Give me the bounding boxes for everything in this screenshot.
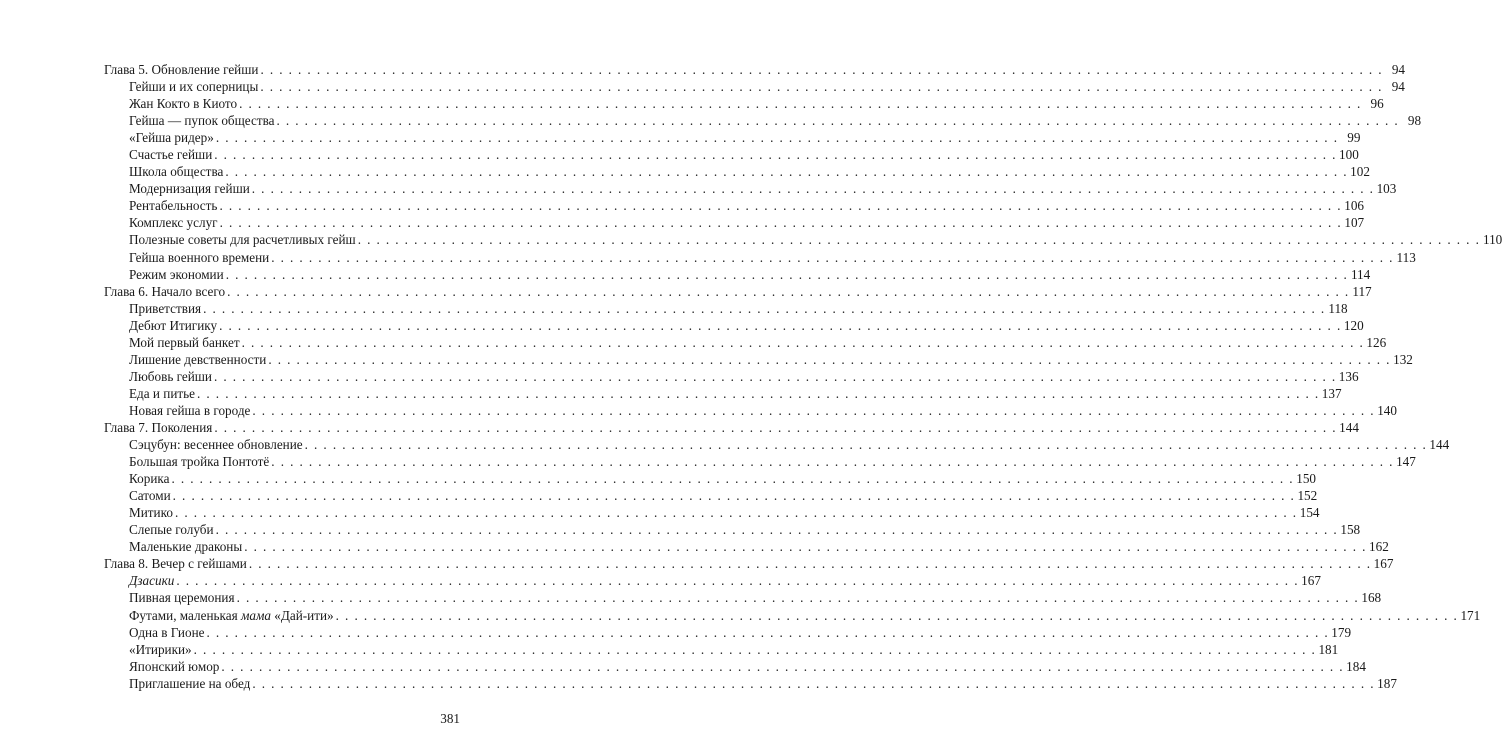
toc-subsection-entry — [104, 317, 1364, 334]
toc-subsection-entry — [104, 197, 1365, 214]
toc-entry-page: 154 — [1299, 505, 1320, 521]
dot-leader: . . . . . . . . . . . . . . . . . . . . . . . . . . . . . . . . . . . . . . . . . . . . . . . . . . . . . . . . . . . . . . . . . . . . . . . . . . . . . . . . . . . . . . . . . . . . . . . . . . . . . . . . . . . . . . . . . . . . . . . . — [268, 351, 1391, 367]
toc-subsection-entry — [104, 180, 1397, 197]
toc-entry-title: Режим экономии — [129, 266, 224, 282]
toc-entry-title: Глава 6. Начало всего — [104, 283, 226, 299]
toc-subsection-entry — [104, 470, 1317, 487]
toc-subsection-entry — [104, 607, 1481, 624]
toc-entry-page: 168 — [1361, 590, 1382, 606]
toc-subsection-entry — [104, 385, 1342, 402]
dot-leader: . . . . . . . . . . . . . . . . . . . . . . . . . . . . . . . . . . . . . . . . . . . . . . . . . . . . . . . . . . . . . . . . . . . . . . . . . . . . . . . . . . . . . . . . . . . . . . . . . . . . . . . . . . . . . . . . . . . . . . . . — [203, 300, 1326, 316]
toc-entry-page: 158 — [1340, 522, 1361, 538]
toc-entry-page: 106 — [1344, 198, 1365, 214]
toc-entry-title: Счастье гейши — [129, 147, 213, 163]
toc-entry-title: Японский юмор — [129, 658, 220, 674]
toc-entry-page: 147 — [1396, 454, 1416, 470]
toc-subsection-entry — [104, 214, 1365, 231]
toc-subsection-entry — [104, 436, 1450, 453]
toc-entry-page: 167 — [1373, 556, 1394, 572]
dot-leader: . . . . . . . . . . . . . . . . . . . . . . . . . . . . . . . . . . . . . . . . . . . . . . . . . . . . . . . . . . . . . . . . . . . . . . . . . . . . . . . . . . . . . . . . . . . . . . . . . . . . . . . . . . . . . . . . . . . . . . . . — [197, 385, 1320, 401]
dot-leader: . . . . . . . . . . . . . . . . . . . . . . . . . . . . . . . . . . . . . . . . . . . . . . . . . . . . . . . . . . . . . . . . . . . . . . . . . . . . . . . . . . . . . . . . . . . . . . . . . . . . . . . . . . . . . . . . . . . . . . . . — [304, 437, 1428, 453]
toc-entry-page: 96 — [1370, 96, 1384, 112]
toc-entry-title: Слепые голуби — [129, 522, 214, 538]
toc-entry-page: 171 — [1460, 607, 1481, 623]
dot-leader: . . . . . . . . . . . . . . . . . . . . . . . . . . . . . . . . . . . . . . . . . . . . . . . . . . . . . . . . . . . . . . . . . . . . . . . . . . . . . . . . . . . . . . . . . . . . . . . . . . . . . . . . . . . . . . . . . . . . . . . . — [236, 590, 1360, 606]
toc-subsection-entry — [104, 487, 1318, 504]
toc-entry-title: Футами, маленькая мама «Дай-ити» — [129, 607, 334, 623]
dot-leader: . . . . . . . . . . . . . . . . . . . . . . . . . . . . . . . . . . . . . . . . . . . . . . . . . . . . . . . . . . . . . . . . . . . . . . . . . . . . . . . . . . . . . . . . . . . . . . . . . . . . . . . . . . . . . . . . . . . . . . . . — [225, 164, 1348, 180]
toc-subsection-entry — [104, 266, 1371, 283]
dot-leader: . . . . . . . . . . . . . . . . . . . . . . . . . . . . . . . . . . . . . . . . . . . . . . . . . . . . . . . . . . . . . . . . . . . . . . . . . . . . . . . . . . . . . . . . . . . . . . . . . . . . . . . . . . . . . . . . . . . . . . . . — [248, 556, 1372, 572]
dot-leader: . . . . . . . . . . . . . . . . . . . . . . . . . . . . . . . . . . . . . . . . . . . . . . . . . . . . . . . . . . . . . . . . . . . . . . . . . . . . . . . . . . . . . . . . . . . . . . . . . . . . . . . . . . . . . . . . . . . . . . . . — [271, 454, 1394, 470]
dot-leader: . . . . . . . . . . . . . . . . . . . . . . . . . . . . . . . . . . . . . . . . . . . . . . . . . . . . . . . . . . . . . . . . . . . . . . . . . . . . . . . . . . . . . . . . . . . . . . . . . . . . . . . . . . . . . . . . . . . . . . . . — [251, 181, 1375, 197]
toc-entry-title: Маленькие драконы — [129, 539, 243, 555]
toc-entry-title: Лишение девственности — [129, 351, 267, 367]
toc-entry-page: 99 — [1347, 130, 1361, 146]
toc-subsection-entry — [104, 95, 1384, 112]
dot-leader: . . . . . . . . . . . . . . . . . . . . . . . . . . . . . . . . . . . . . . . . . . . . . . . . . . . . . . . . . . . . . . . . . . . . . . . . . . . . . . . . . . . . . . . . . . . . . . . . . . . . . . . . . . . . . . . . . . . . . . . . — [252, 402, 1375, 418]
toc-chapter-entry — [104, 61, 1406, 78]
toc-entry-page: 137 — [1321, 385, 1342, 401]
toc-subsection-entry — [104, 538, 1389, 555]
toc-entry-title: Приветствия — [129, 300, 202, 316]
toc-entry-title: Модернизация гейши — [129, 181, 250, 197]
toc-entry-page: 100 — [1339, 147, 1359, 163]
toc-subsection-entry — [104, 300, 1348, 317]
dot-leader: . . . . . . . . . . . . . . . . . . . . . . . . . . . . . . . . . . . . . . . . . . . . . . . . . . . . . . . . . . . . . . . . . . . . . . . . . . . . . . . . . . . . . . . . . . . . . . . . . . . . . . . . . . . . . . . . . . . . . . . . — [244, 539, 1367, 555]
toc-entry-title: Глава 5. Обновление гейши — [104, 62, 259, 77]
dot-leader: . . . . . . . . . . . . . . . . . . . . . . . . . . . . . . . . . . . . . . . . . . . . . . . . . . . . . . . . . . . . . . . . . . . . . . . . . . . . . . . . . . . . . . . . . . . . . . . . . . . . . . . . . . . . . . . . . . . . . . . . — [219, 215, 1343, 231]
dot-leader: . . . . . . . . . . . . . . . . . . . . . . . . . . . . . . . . . . . . . . . . . . . . . . . . . . . . . . . . . . . . . . . . . . . . . . . . . . . . . . . . . . . . . . . . . . . . . . . . . . . . . . . . . . . . . . . . . . . . . . . . — [221, 658, 1344, 674]
toc-entry-page: 140 — [1377, 402, 1397, 418]
dot-leader: . . . . . . . . . . . . . . . . . . . . . . . . . . . . . . . . . . . . . . . . . . . . . . . . . . . . . . . . . . . . . . . . . . . . . . . . . . . . . . . . . . . . . . . . . . . . . . . . . . . . . . . . . . . . . . . . . . . . . . . . — [171, 471, 1295, 487]
toc-entry-page: 136 — [1338, 368, 1359, 384]
toc-subsection-entry — [104, 146, 1359, 163]
toc-entry-title: Еда и питье — [129, 385, 196, 401]
toc-subsection-entry — [104, 231, 1502, 248]
toc-subsection-entry — [104, 112, 1422, 129]
toc-entry-page: 98 — [1407, 113, 1422, 129]
toc-entry-page: 94 — [1391, 79, 1405, 95]
toc-entry-title: Новая гейша в городе — [129, 402, 251, 418]
toc-subsection-entry — [104, 334, 1387, 351]
dot-leader: . . . . . . . . . . . . . . . . . . . . . . . . . . . . . . . . . . . . . . . . . . . . . . . . . . . . . . . . . . . . . . . . . . . . . . . . . . . . . . . . . . . . . . . . . . . . . . . . . . . . . . . . . . . . . . . . . . . . . . . . — [335, 607, 1459, 623]
toc-entry-title: Жан Кокто в Киото — [129, 96, 238, 112]
toc-subsection-entry — [104, 675, 1397, 692]
toc-subsection-entry — [104, 624, 1352, 641]
dot-leader: . . . . . . . . . . . . . . . . . . . . . . . . . . . . . . . . . . . . . . . . . . . . . . . . . . . . . . . . . . . . . . . . . . . . . . . . . . . . . . . . . . . . . . . . . . . . . . . . . . . . . . . . . . . . . . . . . . . . . . . . — [206, 624, 1330, 640]
toc-entry-page: 179 — [1331, 624, 1352, 640]
toc-entry-title: Одна в Гионе — [129, 624, 205, 640]
toc-entry-page: 167 — [1301, 573, 1321, 589]
dot-leader: . . . . . . . . . . . . . . . . . . . . . . . . . . . . . . . . . . . . . . . . . . . . . . . . . . . . . . . . . . . . . . . . . . . . . . . . . . . . . . . . . . . . . . . . . . . . . . . . . . . . . . . . . . . . . . . . . . . . . . . . — [214, 368, 1337, 384]
dot-leader: . . . . . . . . . . . . . . . . . . . . . . . . . . . . . . . . . . . . . . . . . . . . . . . . . . . . . . . . . . . . . . . . . . . . . . . . . . . . . . . . . . . . . . . . . . . . . . . . . . . . . . . . . . . . . . . . . . . . . . . . — [174, 505, 1298, 521]
toc-entry-page: 120 — [1343, 317, 1364, 333]
dot-leader: . . . . . . . . . . . . . . . . . . . . . . . . . . . . . . . . . . . . . . . . . . . . . . . . . . . . . . . . . . . . . . . . . . . . . . . . . . . . . . . . . . . . . . . . . . . . . . . . . . . . . . . . . . . . . . . . . . . . . . . . — [193, 641, 1317, 657]
toc-entry-title: Гейша военного времени — [129, 249, 270, 265]
toc-entry-page: 126 — [1366, 334, 1387, 350]
toc-entry-title: Комплекс услуг — [129, 215, 218, 231]
toc-entry-page: 181 — [1318, 641, 1339, 657]
toc-subsection-entry — [104, 453, 1416, 470]
toc-subsection-entry — [104, 163, 1370, 180]
dot-leader: . . . . . . . . . . . . . . . . . . . . . . . . . . . . . . . . . . . . . . . . . . . . . . . . . . . . . . . . . . . . . . . . . . . . . . . . . . . . . . . . . . . . . . . . . . . . . . . . . . . . . . . . . . . . . . . . . . . . . . . . — [227, 283, 1350, 299]
toc-entry-page: 162 — [1369, 539, 1389, 555]
toc-entry-title: Приглашение на обед — [129, 675, 251, 691]
toc-entry-title: Сатоми — [129, 488, 171, 504]
toc-subsection-entry — [104, 589, 1382, 606]
toc-subsection-entry — [104, 658, 1366, 675]
toc-entry-title: Пивная церемония — [129, 590, 235, 606]
toc-subsection-entry — [104, 521, 1361, 538]
dot-leader: . . . . . . . . . . . . . . . . . . . . . . . . . . . . . . . . . . . . . . . . . . . . . . . . . . . . . . . . . . . . . . . . . . . . . . . . . . . . . . . . . . . . . . . . . . . . . . . . . . . . . . . . . . . . . . . . . . . . . . . . — [219, 317, 1342, 333]
page-number: 381 — [440, 711, 460, 726]
toc-entry-title: Дебют Итигику — [129, 317, 218, 333]
toc-subsection-entry — [104, 402, 1397, 419]
toc-entry-title: Любовь гейши — [129, 368, 212, 384]
dot-leader: . . . . . . . . . . . . . . . . . . . . . . . . . . . . . . . . . . . . . . . . . . . . . . . . . . . . . . . . . . . . . . . . . . . . . . . . . . . . . . . . . . . . . . . . . . . . . . . . . . . . . . . . . . . . . . . . . . . . . . . . — [271, 249, 1394, 265]
toc-entry-page: 102 — [1350, 164, 1370, 180]
dot-leader: . . . . . . . . . . . . . . . . . . . . . . . . . . . . . . . . . . . . . . . . . . . . . . . . . . . . . . . . . . . . . . . . . . . . . . . . . . . . . . . . . . . . . . . . . . . . . . . . . . . . . . . . . . . . . . . . . . . . . . . . — [176, 573, 1299, 589]
dot-leader: . . . . . . . . . . . . . . . . . . . . . . . . . . . . . . . . . . . . . . . . . . . . . . . . . . . . . . . . . . . . . . . . . . . . . . . . . . . . . . . . . . . . . . . . . . . . . . . . . . . . . . . . . . . . . . . . . . . . . . . . — [357, 232, 1481, 248]
dot-leader: . . . . . . . . . . . . . . . . . . . . . . . . . . . . . . . . . . . . . . . . . . . . . . . . . . . . . . . . . . . . . . . . . . . . . . . . . . . . . . . . . . . . . . . . . . . . . . . . . . . . . . . . . . . . . . . . . . . . . . . . — [276, 113, 1400, 129]
dot-leader: . . . . . . . . . . . . . . . . . . . . . . . . . . . . . . . . . . . . . . . . . . . . . . . . . . . . . . . . . . . . . . . . . . . . . . . . . . . . . . . . . . . . . . . . . . . . . . . . . . . . . . . . . . . . . . . . . . . . . . . . — [241, 334, 1365, 350]
toc-entry-title: Глава 8. Вечер с гейшами — [104, 556, 247, 572]
toc-entry-page: 144 — [1429, 437, 1450, 453]
toc-entry-page: 144 — [1339, 419, 1359, 435]
toc-entry-title: Гейша — пупок общества — [129, 113, 275, 129]
toc-entry-page: 94 — [1391, 62, 1406, 77]
toc-entry-title: Мой первый банкет — [129, 334, 240, 350]
toc-entry-title: Митико — [129, 505, 173, 521]
dot-leader: . . . . . . . . . . . . . . . . . . . . . . . . . . . . . . . . . . . . . . . . . . . . . . . . . . . . . . . . . . . . . . . . . . . . . . . . . . . . . . . . . . . . . . . . . . . . . . . . . . . . . . . . . . . . . . . . . . . . . . . . — [239, 96, 1362, 112]
toc-entry-page: 187 — [1377, 675, 1397, 691]
toc-chapter-entry — [104, 419, 1359, 436]
dot-leader: . . . . . . . . . . . . . . . . . . . . . . . . . . . . . . . . . . . . . . . . . . . . . . . . . . . . . . . . . . . . . . . . . . . . . . . . . . . . . . . . . . . . . . . . . . . . . . . . . . . . . . . . . . . . . . . . . . . . . . . . — [215, 522, 1339, 538]
toc-entry-page: 184 — [1346, 658, 1366, 674]
toc-entry-title: Гейши и их соперницы — [129, 79, 259, 95]
toc-entry-page: 110 — [1482, 232, 1502, 248]
toc-subsection-entry — [104, 78, 1405, 95]
dot-leader: . . . . . . . . . . . . . . . . . . . . . . . . . . . . . . . . . . . . . . . . . . . . . . . . . . . . . . . . . . . . . . . . . . . . . . . . . . . . . . . . . . . . . . . . . . . . . . . . . . . . . . . . . . . . . . . . . . . . . . . . — [172, 488, 1296, 504]
toc-entry-title: «Гейша ридер» — [129, 130, 214, 146]
toc-entry-title: Полезные советы для расчетливых гейш — [129, 232, 356, 248]
toc-entry-title: Большая тройка Понтотё — [129, 454, 270, 470]
toc-entry-title: Корика — [129, 471, 170, 487]
toc-entry-title: «Итирики» — [129, 641, 192, 657]
dot-leader: . . . . . . . . . . . . . . . . . . . . . . . . . . . . . . . . . . . . . . . . . . . . . . . . . . . . . . . . . . . . . . . . . . . . . . . . . . . . . . . . . . . . . . . . . . . . . . . . . . . . . . . . . . . . . . . . . . . . . . . . — [252, 675, 1375, 691]
toc-subsection-entry — [104, 351, 1413, 368]
toc-entry-title: Школа общества — [129, 164, 224, 180]
toc-entry-page: 132 — [1393, 351, 1413, 367]
toc-subsection-entry — [104, 129, 1361, 146]
toc-entry-title: Глава 7. Поколения — [104, 419, 213, 435]
dot-leader: . . . . . . . . . . . . . . . . . . . . . . . . . . . . . . . . . . . . . . . . . . . . . . . . . . . . . . . . . . . . . . . . . . . . . . . . . . . . . . . . . . . . . . . . . . . . . . . . . . . . . . . . . . . . . . . . . . . . . . . . — [214, 147, 1337, 163]
toc-subsection-entry — [104, 504, 1320, 521]
toc-subsection-entry — [104, 249, 1416, 266]
toc-entry-title: Рентабельность — [129, 198, 218, 214]
toc-subsection-entry — [104, 641, 1339, 658]
toc-entry-title: Дзасики — [129, 573, 175, 589]
dot-leader: . . . . . . . . . . . . . . . . . . . . . . . . . . . . . . . . . . . . . . . . . . . . . . . . . . . . . . . . . . . . . . . . . . . . . . . . . . . . . . . . . . . . . . . . . . . . . . . . . . . . . . . . . . . . . . . . . . . . . . . . — [260, 62, 1384, 77]
toc-entry-page: 152 — [1297, 488, 1318, 504]
table-of-contents — [104, 61, 1502, 692]
dot-leader: . . . . . . . . . . . . . . . . . . . . . . . . . . . . . . . . . . . . . . . . . . . . . . . . . . . . . . . . . . . . . . . . . . . . . . . . . . . . . . . . . . . . . . . . . . . . . . . . . . . . . . . . . . . . . . . . . . . . . . . . — [214, 419, 1337, 435]
toc-entry-page: 107 — [1344, 215, 1365, 231]
toc-entry-page: 103 — [1376, 181, 1397, 197]
dot-leader: . . . . . . . . . . . . . . . . . . . . . . . . . . . . . . . . . . . . . . . . . . . . . . . . . . . . . . . . . . . . . . . . . . . . . . . . . . . . . . . . . . . . . . . . . . . . . . . . . . . . . . . . . . . . . . . . . . . . . . . . — [219, 198, 1343, 214]
toc-entry-page: 114 — [1350, 266, 1371, 282]
dot-leader: . . . . . . . . . . . . . . . . . . . . . . . . . . . . . . . . . . . . . . . . . . . . . . . . . . . . . . . . . . . . . . . . . . . . . . . . . . . . . . . . . . . . . . . . . . . . . . . . . . . . . . . . . . . . . . . . . . . . . . . . — [260, 79, 1383, 95]
dot-leader: . . . . . . . . . . . . . . . . . . . . . . . . . . . . . . . . . . . . . . . . . . . . . . . . . . . . . . . . . . . . . . . . . . . . . . . . . . . . . . . . . . . . . . . . . . . . . . . . . . . . . . . . . . . . . . . . . . . . . . . . — [225, 266, 1349, 282]
toc-chapter-entry — [104, 555, 1394, 572]
toc-chapter-entry — [104, 283, 1372, 300]
toc-entry-page: 118 — [1328, 300, 1348, 316]
dot-leader: . . . . . . . . . . . . . . . . . . . . . . . . . . . . . . . . . . . . . . . . . . . . . . . . . . . . . . . . . . . . . . . . . . . . . . . . . . . . . . . . . . . . . . . . . . . . . . . . . . . . . . . . . . . . . . . . . . . . . . . . — [215, 130, 1339, 146]
toc-entry-page: 117 — [1352, 283, 1372, 299]
toc-subsection-entry — [104, 368, 1359, 385]
toc-subsection-entry — [104, 572, 1321, 589]
toc-entry-title: Сэцубун: весеннее обновление — [129, 437, 303, 453]
toc-entry-page: 150 — [1296, 471, 1317, 487]
toc-entry-page: 113 — [1396, 249, 1416, 265]
